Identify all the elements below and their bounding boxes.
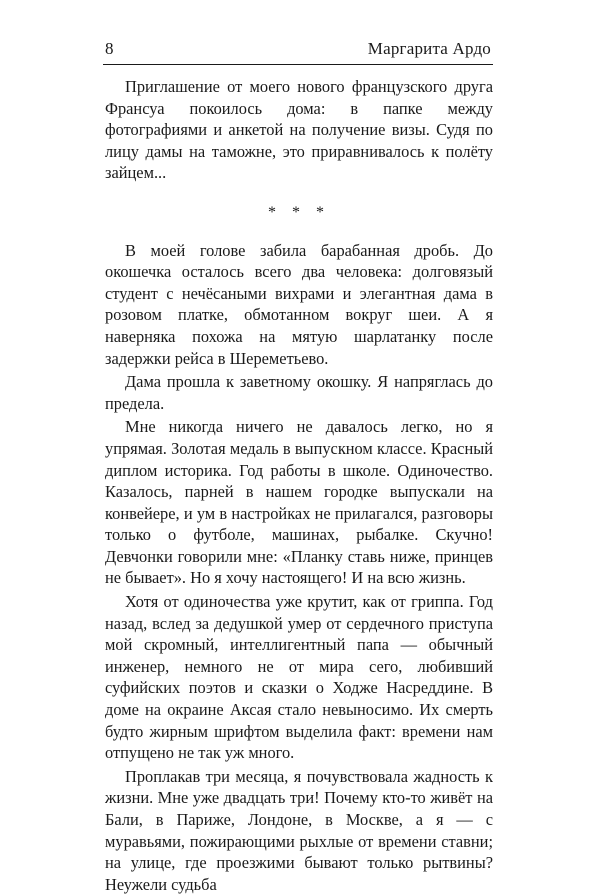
paragraph: Мне никогда ничего не давалось легко, но я упрямая. Золотая медаль в выпускном классе. Красный диплом историка. Год работы в школе. Одиночество. Казалось, парней в нашем городке выпускали на конвейере, и ум в настройках не прилагался, разговоры только о футболе, машинах, рыбалке. Скучно! Девчонки говорили мне: «Планку ставь ниже, принцев не бывает». Но я хочу настоящего! И на всю жизнь. xyxy=(105,417,493,588)
page-header xyxy=(103,38,493,65)
section-separator: * * * xyxy=(268,203,330,221)
paragraph: Дама прошла к заветному окошку. Я напряглась до предела. xyxy=(105,372,493,413)
intro-paragraph: Приглашение от моего нового французского друга Франсуа покоилось дома: в папке между фотографиями и анкетой на получение визы. Судя по лицу дамы на таможне, это приравнивалось к полёту зайцем... xyxy=(105,77,493,183)
page-number: 8 xyxy=(105,39,114,58)
page-body xyxy=(105,76,493,895)
paragraph: В моей голове забила барабанная дробь. До окошечка осталось всего два человека: долговязый студент с нечёсаными вихрами и элегантная дама в розовом платке, обмотанном вокруг шеи. А я наверняка похожа на мятую шарлатанку после задержки рейса в Шереметьево. xyxy=(105,240,493,368)
running-head-author: Маргарита Ардо xyxy=(367,39,491,58)
paragraph: Хотя от одиночества уже крутит, как от гриппа. Год назад, вслед за дедушкой умер от сердечного приступа мой скромный, интеллигентный папа — обычный инженер, немного не от мира сего, любивший суфийских поэтов и сказки о Ходже Насреддине. В доме на окраине Аксая стало невыносимо. Их смерть будто жирным шрифтом выделила факт: времени нам отпущено не так уж много. xyxy=(105,592,493,763)
paragraph: Проплакав три месяца, я почувствовала жадность к жизни. Мне уже двадцать три! Почему кто-то живёт на Бали, в Париже, Лондоне, в Москве, а я — с муравьями, пожирающими рыхлые от времени ставни; на улице, где проезжими бывают только рытвины? Неужели судьба xyxy=(105,766,493,894)
